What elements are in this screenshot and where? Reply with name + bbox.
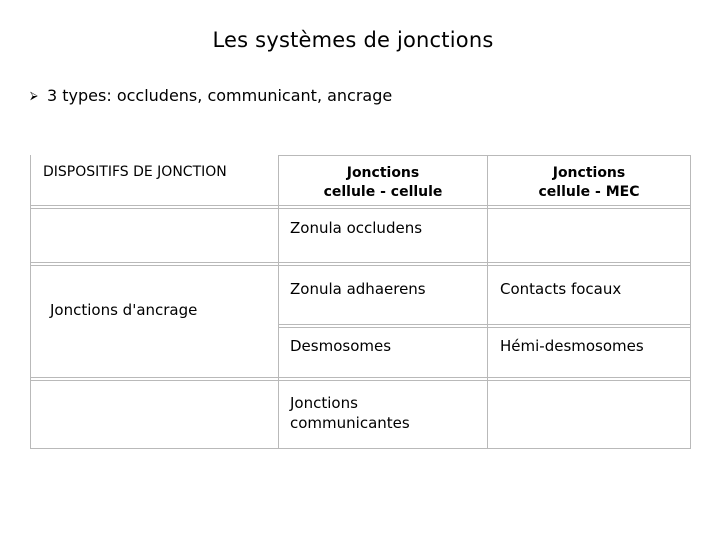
table-row-divider: [30, 205, 691, 209]
slide-title: Les systèmes de jonctions: [212, 28, 494, 52]
label-jonctions-ancrage: Jonctions d'ancrage: [50, 301, 198, 319]
header-cellule-mec: [488, 164, 690, 202]
header-cellule-mec-line1: Jonctions: [552, 165, 626, 181]
arrow-bullet-icon: ⮚: [30, 89, 38, 102]
cell-zonula-occludens: Zonula occludens: [290, 219, 423, 237]
bullet-text: 3 types: occludens, communicant, ancrage: [47, 86, 393, 105]
table-row-divider: [278, 324, 691, 328]
cell-jonctions-communicantes-line1: Jonctions: [290, 394, 358, 412]
header-dispositifs: DISPOSITIFS DE JONCTION: [43, 164, 227, 180]
header-cellule-cellule: [279, 164, 487, 202]
header-cellule-mec-line2: cellule - MEC: [538, 184, 640, 200]
table-border-top: [278, 155, 691, 156]
cell-contacts-focaux: Contacts focaux: [500, 280, 622, 298]
table-border-bottom: [30, 448, 691, 449]
cell-jonctions-communicantes: [290, 393, 485, 433]
table-border-right: [690, 155, 691, 448]
bullet-item: [30, 86, 392, 105]
cell-desmosomes: Desmosomes: [290, 337, 392, 355]
cell-jonctions-communicantes-line2: communicantes: [290, 414, 410, 432]
header-cellule-cellule-line2: cellule - cellule: [323, 184, 443, 200]
table-row-divider: [30, 262, 691, 266]
table-row-divider: [30, 377, 691, 381]
table-border-left: [30, 155, 31, 448]
header-cellule-cellule-line1: Jonctions: [346, 165, 420, 181]
cell-hemi-desmosomes: Hémi-desmosomes: [500, 337, 644, 355]
cell-zonula-adhaerens: Zonula adhaerens: [290, 280, 426, 298]
